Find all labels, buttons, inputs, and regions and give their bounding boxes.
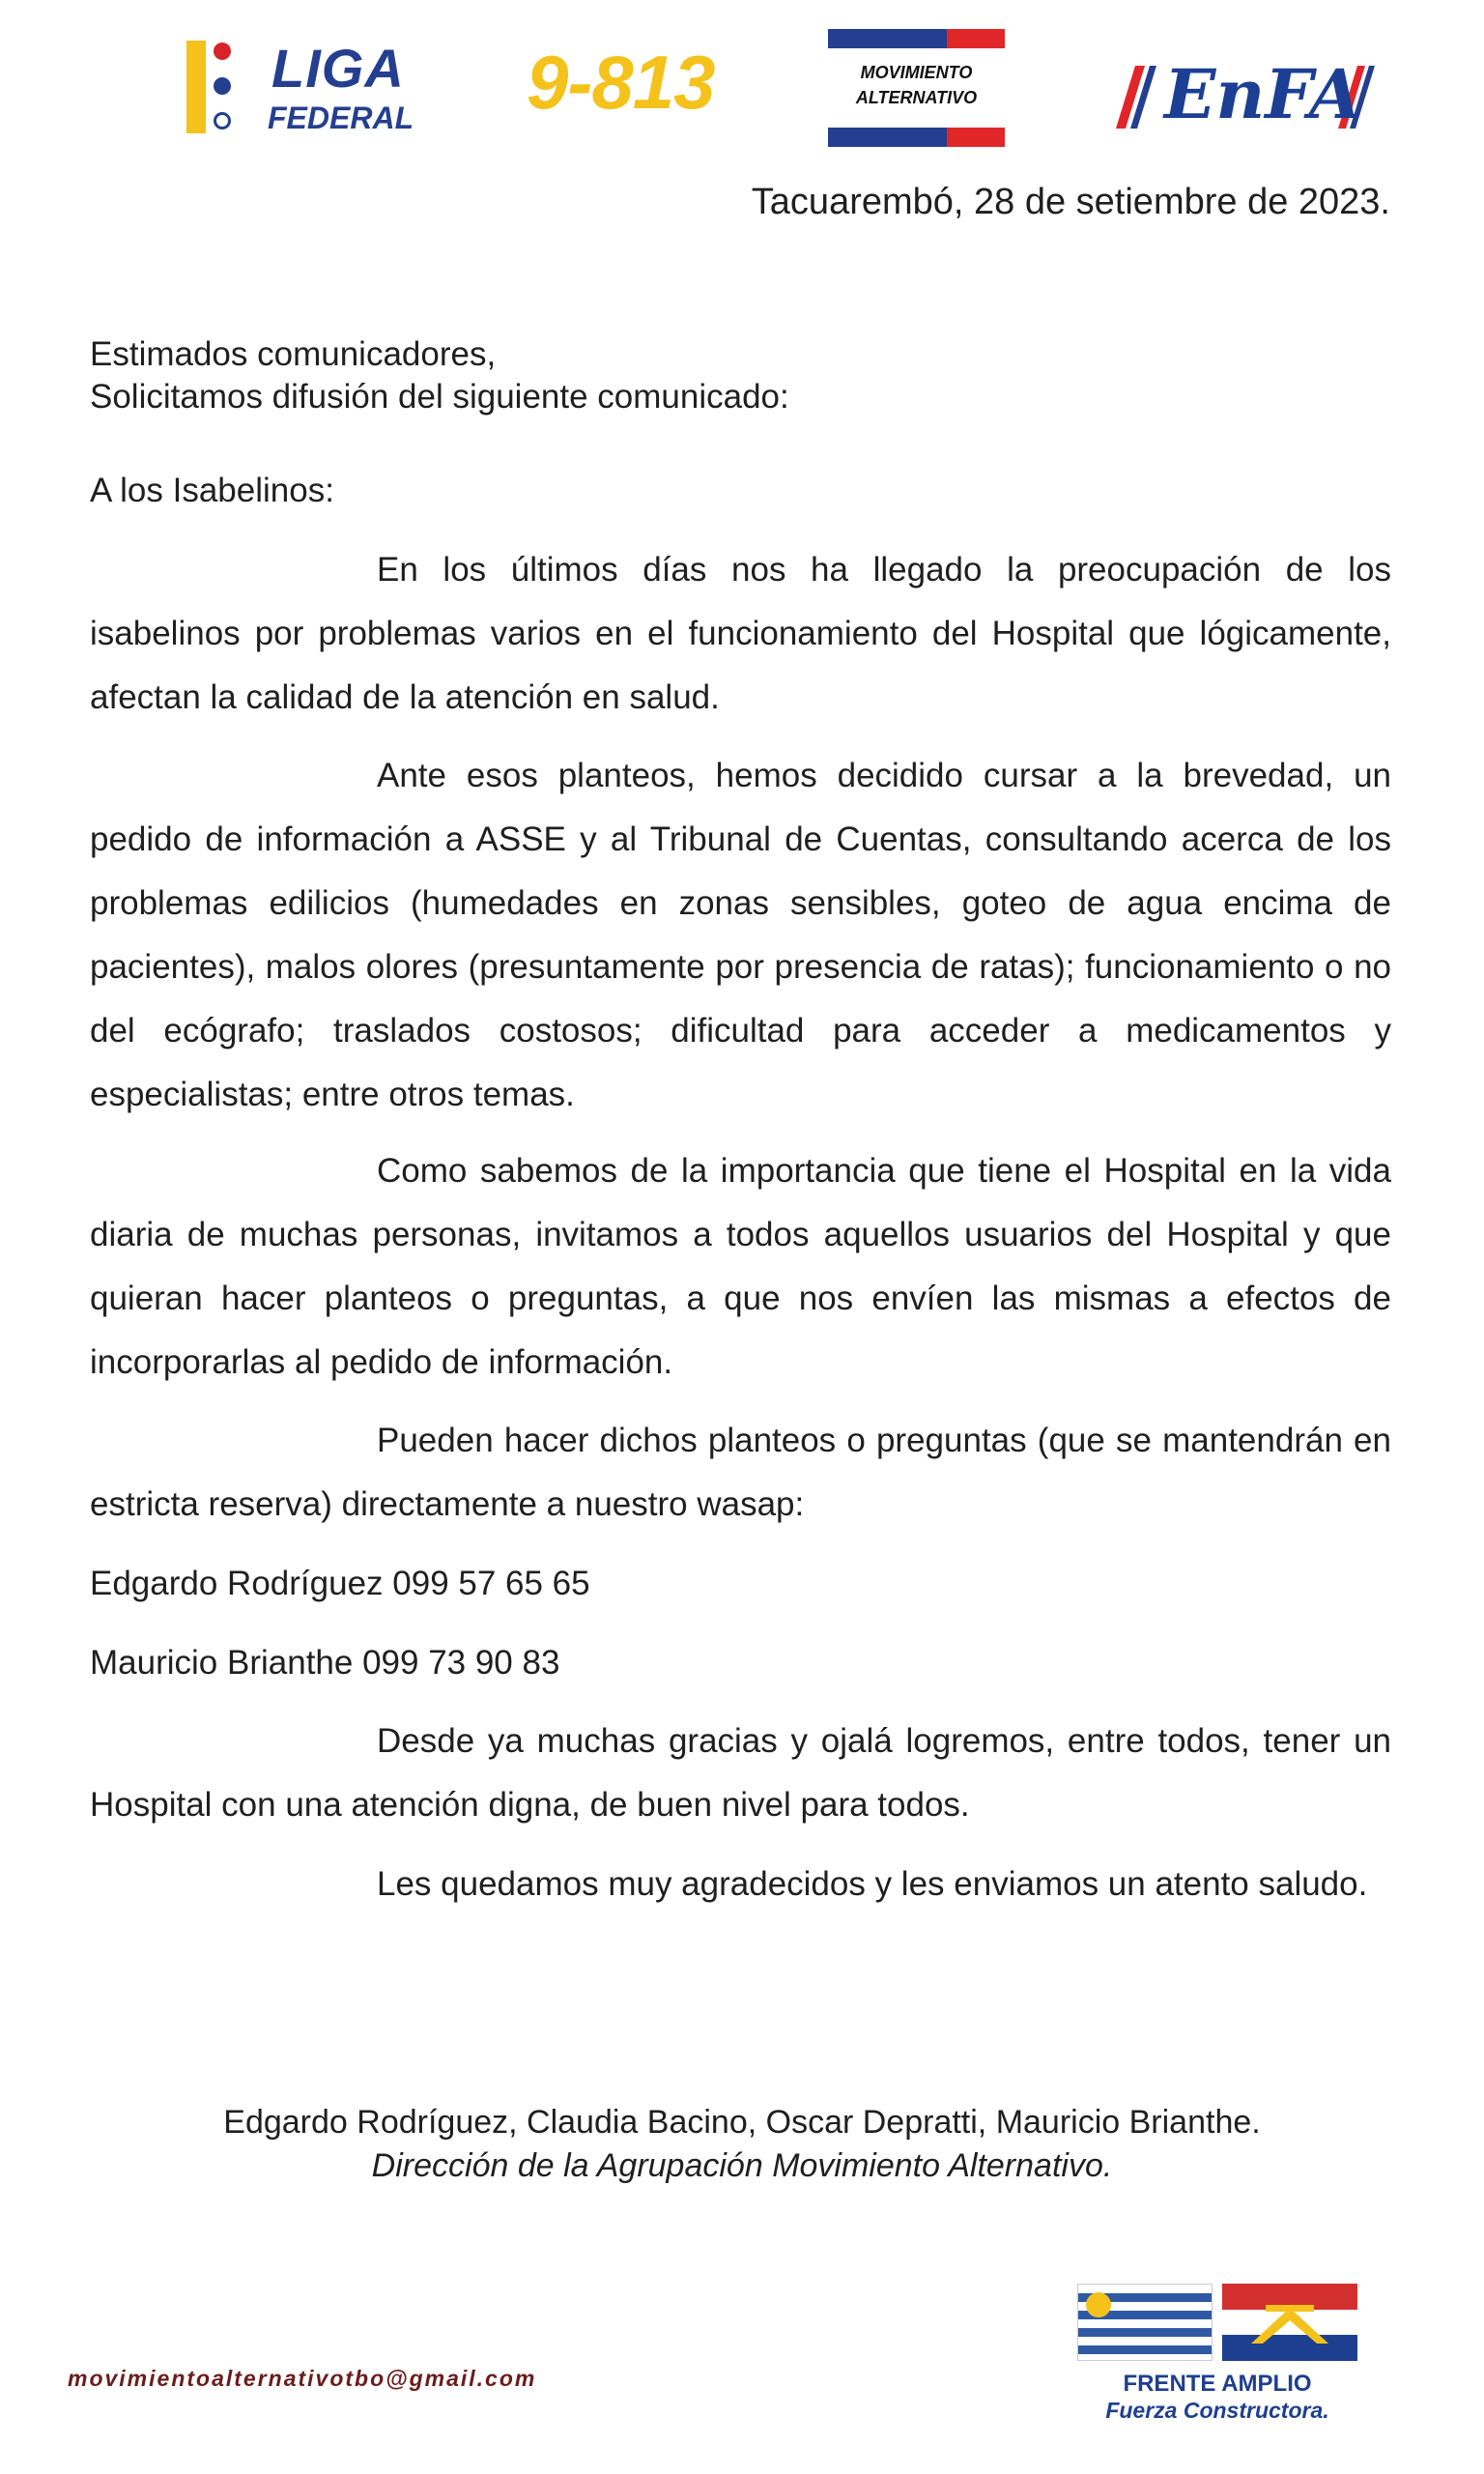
federal-text: FEDERAL — [268, 101, 414, 135]
letter-date: Tacuarembó, 28 de setiembre de 2023. — [751, 182, 1390, 222]
liga-bar-shape — [186, 41, 206, 133]
salutation: A los Isabelinos: — [90, 472, 334, 509]
signatories: Edgardo Rodríguez, Claudia Bacino, Oscar Depratti, Mauricio Brianthe. — [223, 2104, 1261, 2141]
fa-emblem-icon — [1222, 2284, 1357, 2361]
paragraph-1: En los últimos días nos ha llegado la preocupación de los isabelinos por problemas varios en el funcionamiento del Hospital que lógicamente, afectan la calidad de la atención en salud. — [90, 551, 1391, 716]
frente-amplio-logo — [1077, 2284, 1367, 2429]
fa-name: FRENTE AMPLIO — [1123, 2371, 1312, 2397]
paragraph-3: Como sabemos de la importancia que tiene el Hospital en la vida diaria de muchas personas, invitamos a todos aquellos usuarios del Hospital y que quieran hacer planteos o preguntas, a que nos envíen las mismas a efectos de incorporarlas al pedido de información. — [90, 1152, 1391, 1381]
contact-mauricio: Mauricio Brianthe 099 73 90 83 — [90, 1644, 560, 1682]
mov-top-blue-band — [828, 29, 947, 48]
liga-federal-logo — [186, 37, 418, 138]
mov-line1: MOVIMIENTO — [860, 63, 973, 82]
mov-top-red-band — [947, 29, 1005, 48]
liga-text: LIGA — [271, 38, 405, 99]
uruguay-flag-icon — [1077, 2284, 1213, 2361]
mov-bottom-red-band — [947, 128, 1005, 147]
closing-paragraph-1: Desde ya muchas gracias y ojalá logremos, entre todos, tener un Hospital con una atención digna, de buen nivel para todos. — [90, 1722, 1391, 1824]
greeting-block — [90, 333, 1391, 418]
list-number-logo: 9-813 — [527, 40, 715, 125]
mov-bottom-blue-band — [828, 128, 947, 147]
contact-email: movimientoalternativotbo@gmail.com — [68, 2366, 537, 2391]
mov-logo-text — [828, 60, 1005, 110]
frente-amplio-flag-icon — [1222, 2284, 1357, 2361]
mov-line2: ALTERNATIVO — [855, 88, 978, 107]
flag-stripe — [1078, 2345, 1213, 2354]
paragraph-2: Ante esos planteos, hemos decidido cursar a la brevedad, un pedido de información a ASSE y al Tribunal de Cuentas, consultando acerca de los problemas edilicios (humedades en zonas sensibles, goteo de agua encima de pacientes), malos olores (presuntamente por presencia de ratas); funcionamiento o no del ecógrafo; traslados costosos; dificultad para acceder a medicamentos y especialistas; entre otros temas. — [90, 757, 1391, 1113]
liga-red-dot — [214, 43, 231, 60]
greeting-line-2: Solicitamos difusión del siguiente comunicado: — [90, 378, 789, 416]
paragraph-4: Pueden hacer dichos planteos o preguntas (que se mantendrán en estricta reserva) directamente a nuestro wasap: — [90, 1422, 1391, 1523]
liga-white-dot — [214, 112, 231, 129]
flag-stripe — [1078, 2328, 1213, 2337]
enfa-text: EnFA — [1164, 54, 1362, 134]
greeting-line-1: Estimados comunicadores, — [90, 335, 497, 373]
fa-slogan: Fuerza Constructora. — [1105, 2398, 1329, 2423]
closing-paragraph-2: Les quedamos muy agradecidos y les enviamos un atento saludo. — [377, 1865, 1368, 1903]
liga-blue-dot — [214, 77, 231, 95]
signature-role: Dirección de la Agrupación Movimiento Alternativo. — [371, 2147, 1113, 2184]
header-logos — [0, 0, 1484, 174]
enfa-logo — [1106, 46, 1377, 143]
movimiento-alternativo-logo — [828, 29, 1005, 147]
sun-icon — [1086, 2292, 1111, 2317]
contact-edgardo: Edgardo Rodríguez 099 57 65 65 — [90, 1565, 590, 1602]
